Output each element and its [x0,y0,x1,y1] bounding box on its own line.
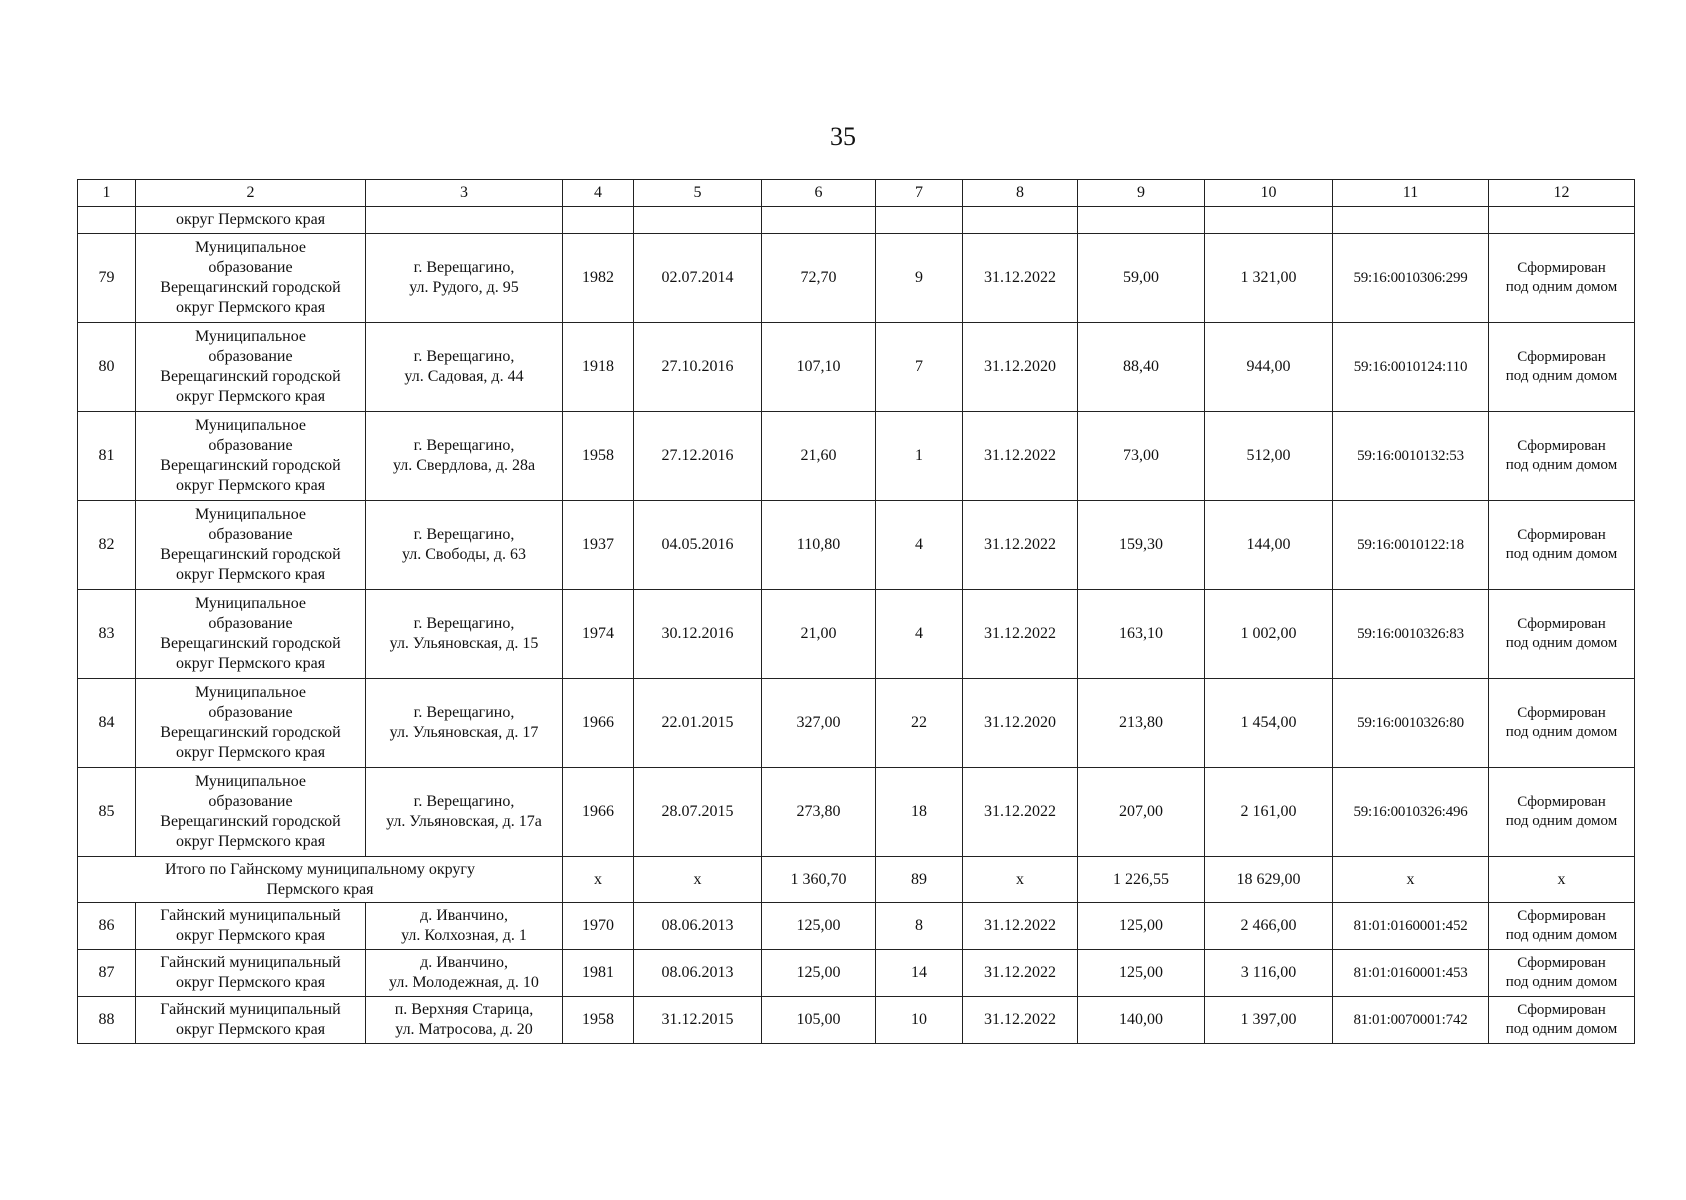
cell-address: д. Иванчино, ул. Колхозная, д. 1 [366,903,563,950]
cell-address: г. Верещагино, ул. Ульяновская, д. 17а [366,768,563,857]
cell-address: г. Верещагино, ул. Рудого, д. 95 [366,234,563,323]
cell-owner: округ Пермского края [136,207,366,234]
cell-area: 105,00 [762,997,876,1044]
cell-address: г. Верещагино, ул. Свободы, д. 63 [366,501,563,590]
cell-land-area: 512,00 [1205,412,1333,501]
cell-cadastral: 59:16:0010306:299 [1333,234,1489,323]
cell-status: Сформирован под одним домом [1489,768,1635,857]
cell-number: 84 [78,679,136,768]
cell-land-area: 2 466,00 [1205,903,1333,950]
cell-living-area: 140,00 [1078,997,1205,1044]
cell-number: 88 [78,997,136,1044]
cell-cadastral: 81:01:0160001:452 [1333,903,1489,950]
table-row [78,679,1635,768]
total-area: 1 360,70 [762,857,876,903]
cell-area: 110,80 [762,501,876,590]
cell-address: г. Верещагино, ул. Садовая, д. 44 [366,323,563,412]
cell-year: 1966 [563,679,634,768]
cell-living-area: 163,10 [1078,590,1205,679]
cell-year: 1970 [563,903,634,950]
cell-cadastral: 59:16:0010132:53 [1333,412,1489,501]
cell-owner: Муниципальное образование Верещагинский городской округ Пермского края [136,679,366,768]
cell-empty [1205,207,1333,234]
cell-date: 08.06.2013 [634,950,762,997]
cell-living-area: 125,00 [1078,903,1205,950]
cell-year: 1981 [563,950,634,997]
table-row [78,997,1635,1044]
cell-year: 1937 [563,501,634,590]
cell-status: Сформирован под одним домом [1489,903,1635,950]
cell-land-area: 1 454,00 [1205,679,1333,768]
total-label: Итого по Гайнскому муниципальному округу Пермского края [78,857,563,903]
cell-address: г. Верещагино, ул. Ульяновская, д. 17 [366,679,563,768]
column-header: 2 [136,180,366,207]
total-deadline: х [963,857,1078,903]
cell-area: 273,80 [762,768,876,857]
table-row [78,323,1635,412]
cell-land-area: 2 161,00 [1205,768,1333,857]
column-header: 9 [1078,180,1205,207]
total-row [78,857,1635,903]
cell-residents: 10 [876,997,963,1044]
column-header: 6 [762,180,876,207]
cell-date: 28.07.2015 [634,768,762,857]
column-header: 3 [366,180,563,207]
cell-status: Сформирован под одним домом [1489,234,1635,323]
cell-area: 125,00 [762,950,876,997]
total-cadastral: х [1333,857,1489,903]
cell-deadline: 31.12.2022 [963,590,1078,679]
cell-cadastral: 81:01:0160001:453 [1333,950,1489,997]
housing-table [77,179,1635,1044]
cell-deadline: 31.12.2022 [963,234,1078,323]
table-row [78,768,1635,857]
column-header: 7 [876,180,963,207]
cell-land-area: 1 002,00 [1205,590,1333,679]
cell-empty [876,207,963,234]
cell-owner: Гайнский муниципальный округ Пермского края [136,950,366,997]
column-number-header [78,180,1635,207]
cell-owner: Муниципальное образование Верещагинский городской округ Пермского края [136,501,366,590]
cell-empty [366,207,563,234]
cell-cadastral: 59:16:0010326:80 [1333,679,1489,768]
cell-empty [634,207,762,234]
cell-empty [963,207,1078,234]
cell-status: Сформирован под одним домом [1489,997,1635,1044]
cell-owner: Муниципальное образование Верещагинский городской округ Пермского края [136,768,366,857]
total-year: х [563,857,634,903]
cell-owner: Муниципальное образование Верещагинский городской округ Пермского края [136,590,366,679]
cell-living-area: 59,00 [1078,234,1205,323]
cell-deadline: 31.12.2022 [963,768,1078,857]
table-row [78,234,1635,323]
cell-living-area: 159,30 [1078,501,1205,590]
table-row [78,501,1635,590]
cell-address: г. Верещагино, ул. Ульяновская, д. 15 [366,590,563,679]
cell-year: 1958 [563,997,634,1044]
cell-empty [1333,207,1489,234]
cell-owner: Гайнский муниципальный округ Пермского края [136,903,366,950]
cell-year: 1974 [563,590,634,679]
cell-cadastral: 59:16:0010124:110 [1333,323,1489,412]
cell-residents: 1 [876,412,963,501]
cell-area: 21,00 [762,590,876,679]
cell-living-area: 207,00 [1078,768,1205,857]
cell-deadline: 31.12.2020 [963,323,1078,412]
cell-date: 27.10.2016 [634,323,762,412]
cell-living-area: 125,00 [1078,950,1205,997]
continuation-row [78,207,1635,234]
total-land-area: 18 629,00 [1205,857,1333,903]
cell-year: 1918 [563,323,634,412]
cell-address: п. Верхняя Старица, ул. Матросова, д. 20 [366,997,563,1044]
cell-number: 80 [78,323,136,412]
column-header: 8 [963,180,1078,207]
cell-cadastral: 59:16:0010122:18 [1333,501,1489,590]
page-number: 35 [830,122,856,151]
cell-deadline: 31.12.2022 [963,997,1078,1044]
total-residents: 89 [876,857,963,903]
cell-date: 04.05.2016 [634,501,762,590]
cell-cadastral: 81:01:0070001:742 [1333,997,1489,1044]
cell-date: 22.01.2015 [634,679,762,768]
cell-area: 327,00 [762,679,876,768]
cell-date: 30.12.2016 [634,590,762,679]
cell-residents: 4 [876,501,963,590]
cell-owner: Муниципальное образование Верещагинский городской округ Пермского края [136,234,366,323]
cell-land-area: 944,00 [1205,323,1333,412]
table-row [78,950,1635,997]
cell-area: 125,00 [762,903,876,950]
cell-area: 21,60 [762,412,876,501]
cell-number: 86 [78,903,136,950]
cell-residents: 18 [876,768,963,857]
cell-status: Сформирован под одним домом [1489,412,1635,501]
table-row [78,412,1635,501]
cell-deadline: 31.12.2022 [963,501,1078,590]
cell-number: 82 [78,501,136,590]
cell-deadline: 31.12.2022 [963,903,1078,950]
cell-status: Сформирован под одним домом [1489,679,1635,768]
column-header: 12 [1489,180,1635,207]
column-header: 10 [1205,180,1333,207]
cell-status: Сформирован под одним домом [1489,590,1635,679]
cell-number: 81 [78,412,136,501]
total-living-area: 1 226,55 [1078,857,1205,903]
cell-empty [762,207,876,234]
cell-land-area: 144,00 [1205,501,1333,590]
cell-residents: 7 [876,323,963,412]
table-row [78,590,1635,679]
cell-date: 08.06.2013 [634,903,762,950]
cell-land-area: 3 116,00 [1205,950,1333,997]
cell-number: 87 [78,950,136,997]
cell-residents: 8 [876,903,963,950]
cell-address: д. Иванчино, ул. Молодежная, д. 10 [366,950,563,997]
cell-status: Сформирован под одним домом [1489,323,1635,412]
total-date: х [634,857,762,903]
table-row [78,903,1635,950]
cell-year: 1966 [563,768,634,857]
cell-date: 31.12.2015 [634,997,762,1044]
cell-owner: Гайнский муниципальный округ Пермского края [136,997,366,1044]
cell-number: 83 [78,590,136,679]
cell-owner: Муниципальное образование Верещагинский городской округ Пермского края [136,323,366,412]
cell-area: 107,10 [762,323,876,412]
cell-residents: 22 [876,679,963,768]
cell-status: Сформирован под одним домом [1489,501,1635,590]
column-header: 11 [1333,180,1489,207]
cell-empty [563,207,634,234]
cell-land-area: 1 397,00 [1205,997,1333,1044]
cell-year: 1982 [563,234,634,323]
cell-deadline: 31.12.2022 [963,412,1078,501]
cell-residents: 9 [876,234,963,323]
cell-deadline: 31.12.2020 [963,679,1078,768]
cell-empty [78,207,136,234]
cell-residents: 4 [876,590,963,679]
column-header: 1 [78,180,136,207]
cell-address: г. Верещагино, ул. Свердлова, д. 28а [366,412,563,501]
cell-cadastral: 59:16:0010326:83 [1333,590,1489,679]
cell-area: 72,70 [762,234,876,323]
cell-residents: 14 [876,950,963,997]
cell-number: 85 [78,768,136,857]
cell-empty [1489,207,1635,234]
cell-date: 27.12.2016 [634,412,762,501]
column-header: 4 [563,180,634,207]
cell-empty [1078,207,1205,234]
cell-living-area: 213,80 [1078,679,1205,768]
cell-living-area: 88,40 [1078,323,1205,412]
column-header: 5 [634,180,762,207]
cell-status: Сформирован под одним домом [1489,950,1635,997]
cell-living-area: 73,00 [1078,412,1205,501]
cell-deadline: 31.12.2022 [963,950,1078,997]
cell-cadastral: 59:16:0010326:496 [1333,768,1489,857]
cell-number: 79 [78,234,136,323]
total-status: х [1489,857,1635,903]
cell-land-area: 1 321,00 [1205,234,1333,323]
cell-year: 1958 [563,412,634,501]
cell-date: 02.07.2014 [634,234,762,323]
cell-owner: Муниципальное образование Верещагинский городской округ Пермского края [136,412,366,501]
